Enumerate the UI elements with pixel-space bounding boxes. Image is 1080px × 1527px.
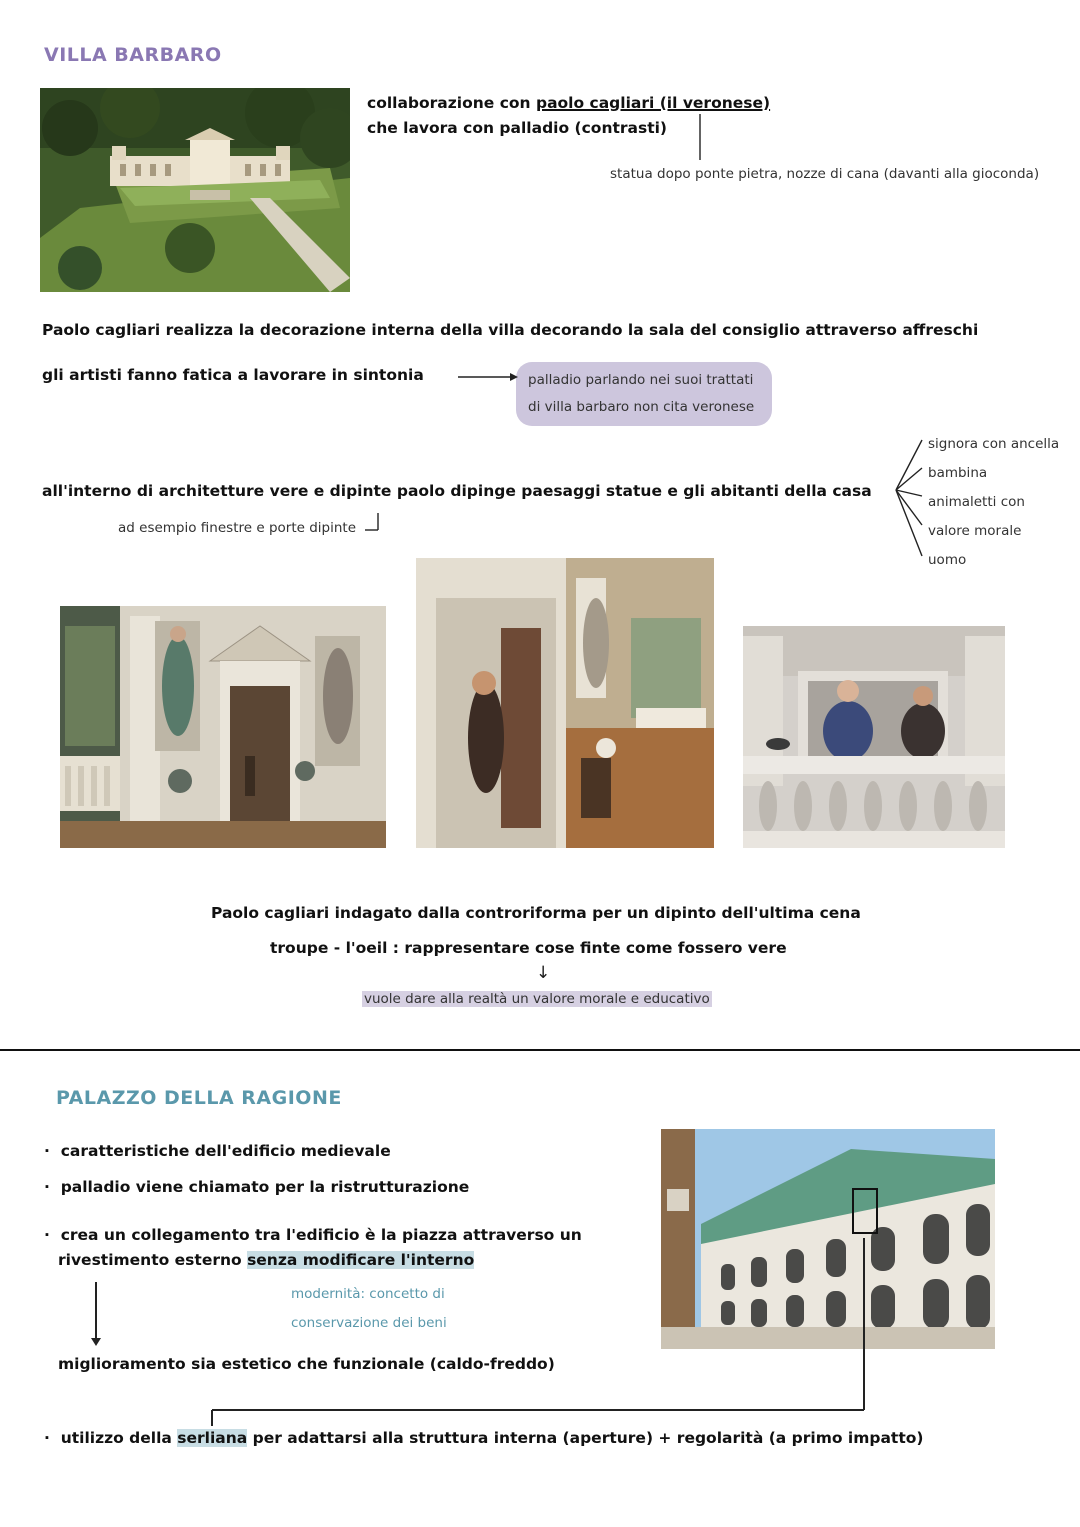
- fresco-photo-door: [60, 606, 386, 848]
- abitanti-branch: [896, 490, 922, 525]
- fresco-photo-man-at-door: [416, 558, 714, 848]
- senza-modificare-highlight: senza modificare l'interno: [247, 1251, 475, 1269]
- palazzo-della-ragione-photo: [661, 1129, 995, 1349]
- sintonia-line: gli artisti fanno fatica a lavorare in sintonia: [42, 366, 424, 384]
- bullet-medievale: · caratteristiche dell'edificio medievale: [44, 1142, 391, 1160]
- arrow-head-icon: [91, 1338, 101, 1346]
- fresco-photo-balcony: [743, 626, 1005, 848]
- villa-barbaro-aerial-photo: [40, 88, 350, 292]
- miglioramento-line: miglioramento sia estetico che funzionale (caldo-freddo): [58, 1355, 555, 1373]
- down-arrow-icon: ↓: [536, 963, 551, 983]
- bullet-serliana: · utilizzo della serliana per adattarsi alla struttura interna (aperture) + regolarità (a primo impatto): [44, 1429, 924, 1447]
- abitanti-item: uomo: [928, 552, 967, 568]
- esempio-note: ad esempio finestre e porte dipinte: [118, 520, 357, 536]
- palladio-contrasti-line: che lavora con palladio (contrasti): [367, 119, 668, 137]
- abitanti-branch: [896, 440, 922, 490]
- palladio-note-pill: palladio parlando nei suoi trattati di villa barbaro non cita veronese: [516, 362, 772, 426]
- collaborazione-line: collaborazione con paolo cagliari (il veronese): [367, 94, 771, 112]
- decorazione-line: Paolo cagliari realizza la decorazione interna della villa decorando la sala del consiglio attraverso affreschi: [42, 321, 979, 339]
- paolo-cagliari-underlined: paolo cagliari (il veronese): [535, 94, 771, 112]
- section-title-villa-barbaro: VILLA BARBARO: [44, 44, 222, 66]
- modernita-note: modernità: concetto di conservazione dei beni: [291, 1286, 447, 1331]
- abitanti-item: signora con ancella: [928, 436, 1060, 452]
- indagato-line: Paolo cagliari indagato dalla controriforma per un dipinto dell'ultima cena: [211, 904, 861, 922]
- abitanti-branch: [896, 490, 922, 556]
- abitanti-branch: [896, 490, 922, 496]
- abitanti-item: valore morale: [928, 523, 1022, 539]
- section-divider: [0, 1049, 1080, 1051]
- abitanti-item: animaletti con: [928, 494, 1025, 510]
- abitanti-branch: [896, 468, 922, 490]
- bullet-ristrutturazione: · palladio viene chiamato per la ristrutturazione: [44, 1178, 470, 1196]
- bullet-collegamento-line2: rivestimento esterno senza modificare l'interno: [58, 1251, 475, 1269]
- section-title-palazzo-della-ragione: PALAZZO DELLA RAGIONE: [56, 1087, 342, 1109]
- bullet-collegamento-line1: · crea un collegamento tra l'edificio è la piazza attraverso un: [44, 1226, 582, 1244]
- abitanti-list: [928, 430, 1059, 575]
- statua-note: statua dopo ponte pietra, nozze di cana (davanti alla gioconda): [610, 166, 1040, 182]
- interno-line: all'interno di architetture vere e dipinte paolo dipinge paesaggi statue e gli abitanti della casa: [42, 482, 872, 500]
- valore-morale-note: vuole dare alla realtà un valore morale e educativo: [364, 991, 710, 1007]
- serliana-highlight: serliana: [177, 1429, 248, 1447]
- trompe-loeil-line: troupe - l'oeil : rappresentare cose finte come fossero vere: [270, 939, 787, 957]
- abitanti-item: bambina: [928, 465, 988, 481]
